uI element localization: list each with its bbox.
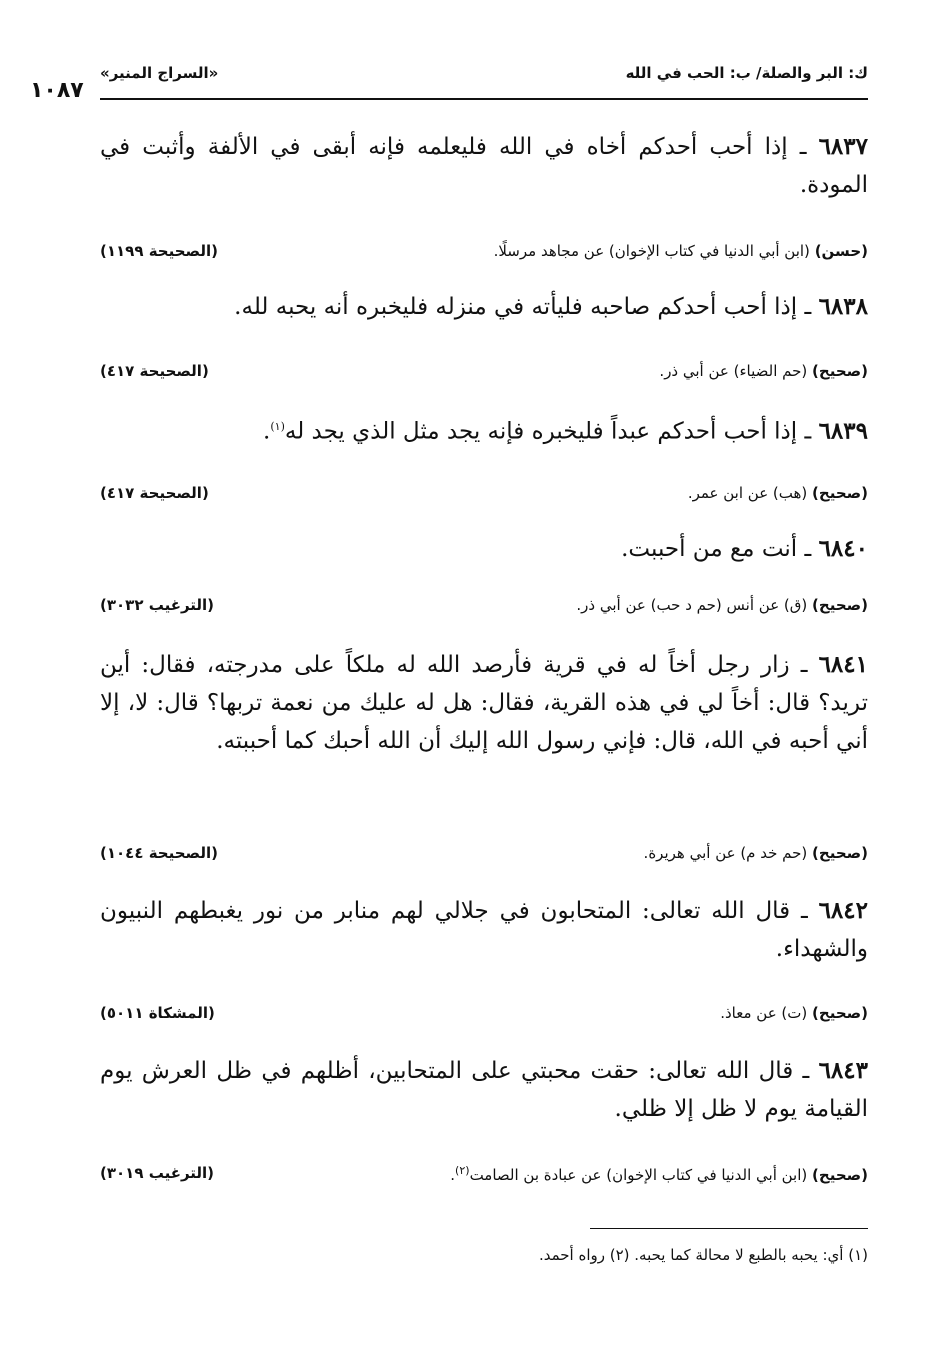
hadith-reference [100, 362, 868, 390]
hadith-source: (الترغيب ٣٠١٩) [100, 1164, 215, 1182]
hadith-entry [100, 1052, 868, 1128]
hadith-entry [100, 892, 868, 968]
hadith-text: إذا أحب أحدكم أخاه في الله فليعلمه فإنه أبقى في الألفة وأثبت في المودة. [100, 134, 868, 198]
hadith-reference [100, 596, 868, 624]
hadith-source: (الصحيحة ١٠٤٤) [100, 844, 218, 862]
hadith-text: أنت مع من أحببت. [621, 536, 798, 562]
hadith-reference [100, 242, 868, 270]
hadith-text: إذا أحب أحدكم صاحبه فليأته في منزله فليخبره أنه يحبه لله. [234, 294, 798, 320]
hadith-entry [100, 128, 868, 204]
separator: ـ [790, 898, 819, 924]
hadith-narration: (ابن أبي الدنيا في كتاب الإخوان) عن عبادة بن الصامت [469, 1166, 808, 1184]
hadith-grade: (حسن) [814, 242, 868, 260]
hadith-number: ٦٨٣٩ [818, 417, 868, 445]
hadith-entry [100, 288, 868, 326]
footnote-marker: (١) [270, 420, 285, 433]
running-header [30, 60, 868, 103]
separator: ـ [797, 294, 819, 320]
separator: ـ [797, 418, 819, 445]
hadith-text: إذا أحب أحدكم عبداً فليخبره فإنه يجد مثل الذي يجد له [284, 418, 798, 445]
hadith-grade: (صحيح) [812, 596, 868, 614]
hadith-number: ٦٨٤١ [818, 651, 868, 678]
hadith-text: قال الله تعالى: حقت محبتي على المتحابين، أظلهم في ظل العرش يوم القيامة يوم لا ظل إلا ظلي. [100, 1058, 868, 1122]
hadith-text: قال الله تعالى: المتحابون في جلالي لهم منابر من نور يغبطهم النبيون والشهداء. [100, 898, 868, 962]
separator: ـ [793, 1058, 819, 1084]
hadith-grade: (صحيح) [812, 844, 868, 862]
hadith-source: (الصحيحة ١١٩٩) [100, 242, 218, 260]
hadith-reference [100, 1164, 868, 1192]
hadith-reference [100, 1004, 868, 1032]
footnote-rule [590, 1228, 868, 1229]
hadith-reference [100, 484, 868, 512]
hadith-number: ٦٨٤٢ [818, 897, 868, 924]
hadith-source: (الصحيحة ٤١٧) [100, 484, 209, 502]
hadith-text: زار رجل أخاً له في قرية فأرصد الله له ملكاً على مدرجته، فقال: أين تريد؟ قال: أخاً لي في هذه القرية، فقال: هل له عليك من نعمة تربها؟ قال: لا، إلا أني أحبه في الله، قال: فإني رسول الله إليك أن الله أحبك كما أحببته. [100, 652, 868, 754]
hadith-grade: (صحيح) [812, 484, 868, 502]
hadith-source: (الترغيب ٣٠٣٢) [100, 596, 215, 614]
hadith-entry [100, 530, 868, 568]
footnotes: (١) أي: يحبه بالطبع لا محالة كما يحبه. (٢) رواه أحمد. [538, 1246, 868, 1264]
hadith-text-end: . [263, 418, 271, 445]
chapter-title: ك: البر والصلة/ ب: الحب في الله [625, 64, 868, 82]
header-rule [100, 98, 868, 100]
hadith-number: ٦٨٤٠ [818, 535, 868, 562]
hadith-entry [100, 646, 868, 760]
hadith-reference [100, 844, 868, 872]
separator: ـ [797, 536, 819, 562]
hadith-narration: (ت) عن معاذ. [720, 1004, 808, 1022]
hadith-number: ٦٨٣٨ [818, 293, 868, 320]
hadith-narration: (حم الضياء) عن أبي ذر. [659, 362, 808, 380]
hadith-grade: (صحيح) [812, 1004, 868, 1022]
separator: ـ [789, 652, 819, 678]
hadith-entry [100, 408, 868, 451]
separator: ـ [787, 134, 819, 160]
hadith-grade: (صحيح) [812, 1166, 868, 1184]
page-number: ١٠٨٧ [30, 78, 84, 103]
hadith-number: ٦٨٤٣ [818, 1057, 868, 1084]
hadith-narration: (حم خد م) عن أبي هريرة. [643, 844, 808, 862]
hadith-grade: (صحيح) [812, 362, 868, 380]
hadith-source: (المشكاة ٥٠١١) [100, 1004, 215, 1022]
hadith-narration: (هب) عن ابن عمر. [687, 484, 808, 502]
hadith-narration: (ابن أبي الدنيا في كتاب الإخوان) عن مجاهد مرسلًا. [493, 242, 810, 260]
book-title: «السراج المنير» [100, 64, 219, 82]
hadith-source: (الصحيحة ٤١٧) [100, 362, 209, 380]
footnote-marker: (٢) [455, 1164, 470, 1177]
hadith-number: ٦٨٣٧ [818, 133, 868, 160]
hadith-narration: (ق) عن أنس (حم د حب) عن أبي ذر. [576, 596, 808, 614]
narration-end: . [450, 1166, 456, 1184]
